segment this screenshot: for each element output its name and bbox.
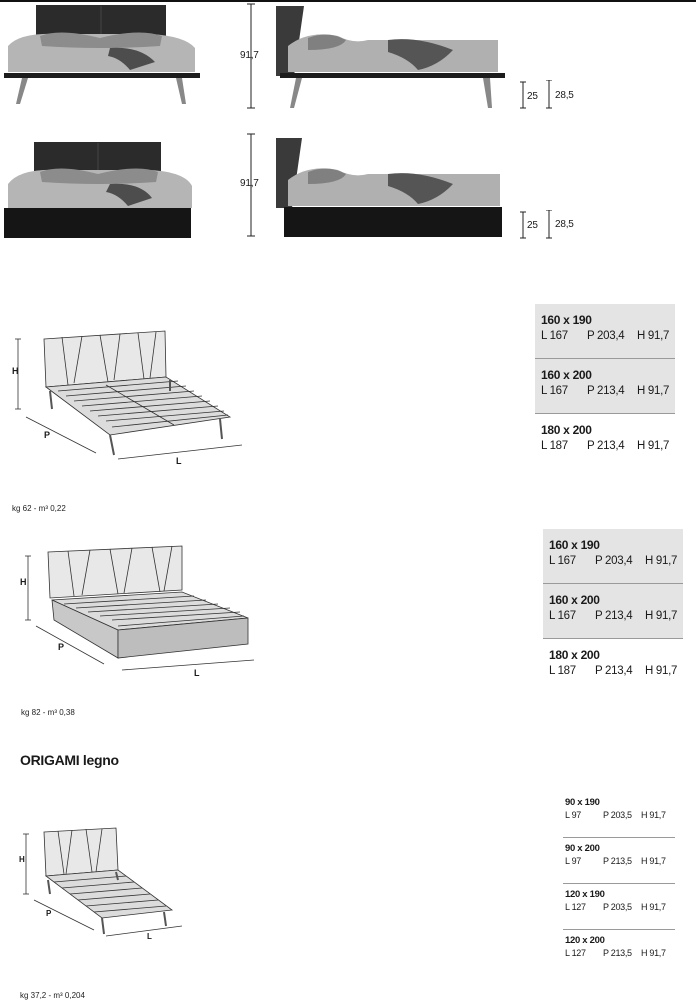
size-table-3 xyxy=(563,792,675,976)
size-title: 180 x 200 xyxy=(549,648,600,662)
size-row xyxy=(535,304,675,359)
size-l: L 167 xyxy=(549,555,576,567)
size-p: P 213,4 xyxy=(595,610,633,622)
size-row xyxy=(535,359,675,414)
size-h: H 91,7 xyxy=(641,902,666,912)
size-p: P 213,4 xyxy=(587,440,625,452)
size-h: H 91,7 xyxy=(645,610,678,622)
size-h: H 91,7 xyxy=(641,810,666,820)
size-h: H 91,7 xyxy=(645,665,678,677)
size-row xyxy=(563,930,675,976)
dim-p-letter-3: P xyxy=(46,909,52,918)
total-base-height-label-2: 28,5 xyxy=(555,219,574,230)
dim-l-letter-3: L xyxy=(147,932,152,941)
size-p: P 203,4 xyxy=(587,330,625,342)
bed-photo-side-container xyxy=(268,134,513,244)
size-row xyxy=(563,838,675,884)
size-row xyxy=(543,639,683,694)
size-l: L 97 xyxy=(565,856,581,866)
size-row xyxy=(563,884,675,930)
size-l: L 127 xyxy=(565,948,586,958)
size-l: L 167 xyxy=(541,330,568,342)
size-row xyxy=(543,584,683,639)
size-h: H 91,7 xyxy=(637,440,670,452)
bed-drawing-container xyxy=(14,540,264,680)
size-title: 160 x 190 xyxy=(549,538,600,552)
size-h: H 91,7 xyxy=(645,555,678,567)
size-l: L 127 xyxy=(565,902,586,912)
dim-p-letter-1: P xyxy=(44,430,51,440)
dim-p-letter-2: P xyxy=(58,642,65,652)
base-height-label-2: 25 xyxy=(527,220,538,231)
dimension-lines-base-1 xyxy=(518,80,558,110)
size-p: P 213,5 xyxy=(603,948,632,958)
size-l: L 187 xyxy=(549,665,576,677)
size-title: 120 x 200 xyxy=(565,935,605,946)
size-l: L 167 xyxy=(549,610,576,622)
size-p: P 203,5 xyxy=(603,902,632,912)
size-h: H 91,7 xyxy=(641,948,666,958)
size-table-1 xyxy=(535,304,675,469)
size-title: 180 x 200 xyxy=(541,423,592,437)
size-title: 90 x 200 xyxy=(565,843,600,854)
dim-h-letter-2: H xyxy=(20,577,27,587)
bed-drawing-single xyxy=(14,822,194,947)
dim-l-letter-2: L xyxy=(194,668,200,678)
size-l: L 187 xyxy=(541,440,568,452)
dim-l-letter-1: L xyxy=(176,456,182,466)
size-p: P 213,4 xyxy=(595,665,633,677)
size-h: H 91,7 xyxy=(641,856,666,866)
size-title: 160 x 200 xyxy=(541,368,592,382)
bed-photo-front-container xyxy=(0,138,205,243)
size-p: P 203,5 xyxy=(603,810,632,820)
size-p: P 203,4 xyxy=(595,555,633,567)
size-h: H 91,7 xyxy=(637,385,670,397)
size-title: 90 x 190 xyxy=(565,797,600,808)
size-row xyxy=(543,529,683,584)
weight-note-1: kg 62 - m³ 0,22 xyxy=(12,504,66,513)
bed-photo-side-legs xyxy=(268,0,513,115)
size-l: L 167 xyxy=(541,385,568,397)
size-table-2 xyxy=(543,529,683,694)
size-p: P 213,4 xyxy=(587,385,625,397)
size-title: 120 x 190 xyxy=(565,889,605,900)
size-row xyxy=(563,792,675,838)
bed-drawing-legs xyxy=(10,325,250,470)
dimension-lines-base-2 xyxy=(518,210,558,240)
section-title: ORIGAMI legno xyxy=(20,752,119,768)
size-h: H 91,7 xyxy=(637,330,670,342)
weight-note-3: kg 37,2 - m³ 0,204 xyxy=(20,991,85,1000)
size-title: 160 x 200 xyxy=(549,593,600,607)
height-label-2: 91,7 xyxy=(240,178,259,189)
bed-photo-front-legs xyxy=(0,0,205,115)
size-l: L 97 xyxy=(565,810,581,820)
height-label: 91,7 xyxy=(240,50,259,61)
dim-h-letter-3: H xyxy=(19,855,25,864)
total-base-height-label: 28,5 xyxy=(555,90,574,101)
base-height-label: 25 xyxy=(527,91,538,102)
size-p: P 213,5 xyxy=(603,856,632,866)
dim-h-letter-1: H xyxy=(12,366,19,376)
weight-note-2: kg 82 - m³ 0,38 xyxy=(21,708,75,717)
size-row xyxy=(535,414,675,469)
size-title: 160 x 190 xyxy=(541,313,592,327)
